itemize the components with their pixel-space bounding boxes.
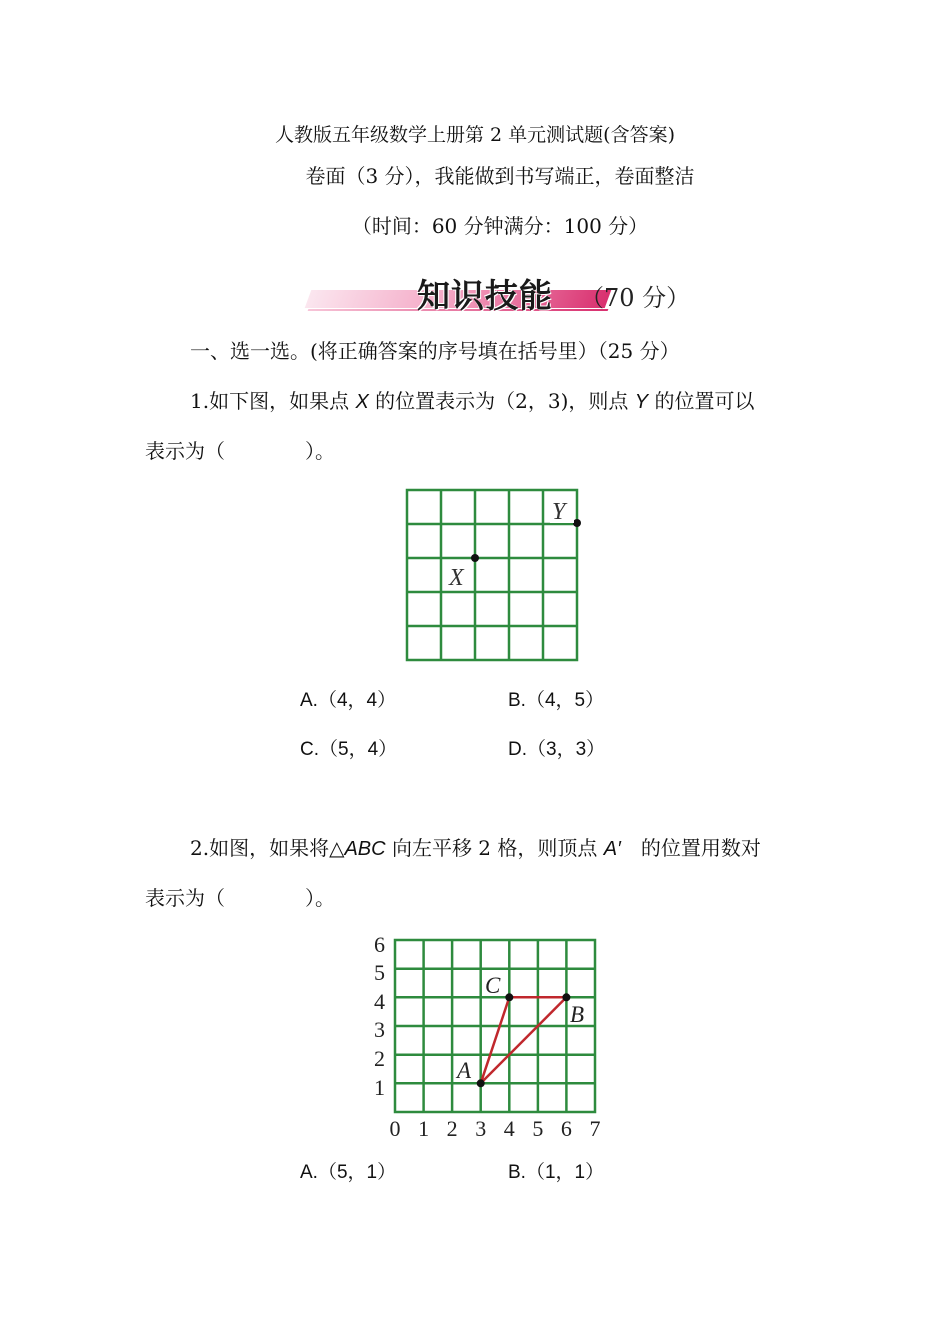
q1-suffix: 的位置可以 [648, 389, 755, 413]
section-heading: 一、选一选。(将正确答案的序号填在括号里）（25 分） [190, 339, 680, 363]
q1-prefix: 1.如下图，如果点 [190, 389, 356, 413]
q2-x-axis-labels [390, 1116, 601, 1141]
q2-suffix: 的位置用数对 [620, 836, 761, 860]
q1-point-y: Y [634, 391, 649, 413]
q2-option-a: A.（5，1） [300, 1162, 397, 1183]
q1-point-x: X [355, 391, 369, 413]
q2-mid: 向左平移 2 格，则顶点 [385, 836, 604, 860]
q2-y-axis-labels [374, 932, 385, 1100]
y-tick-label: 5 [374, 960, 385, 985]
y-tick-label: 6 [374, 932, 385, 957]
q2-triangle: ABC [344, 838, 386, 860]
q1-grid-figure [400, 483, 585, 668]
label-y: Y [552, 499, 566, 525]
q2-vertex: A′ [603, 838, 621, 860]
triangle-abc [481, 997, 567, 1083]
banner-score: （70 分） [580, 284, 691, 312]
question-1-answer-blank: 表示为（ ）。 [145, 439, 335, 463]
q2-prefix: 2.如图，如果将△ [190, 836, 345, 860]
question-2-answer-blank: 表示为（ ）。 [145, 886, 335, 910]
x-tick-label: 7 [589, 1116, 601, 1141]
y-tick-label: 2 [374, 1046, 385, 1071]
x-tick-label: 2 [446, 1116, 458, 1141]
point-y-marker [573, 519, 581, 527]
question-2-text [190, 832, 761, 861]
label-x: X [449, 565, 464, 591]
banner-title: 知识技能 [417, 276, 553, 315]
q2-coordinate-figure [370, 930, 610, 1145]
q2-grid-lines [395, 940, 595, 1112]
q1-option-d: D.（3，3） [508, 739, 606, 760]
y-tick-label: 1 [374, 1075, 385, 1100]
section-banner [300, 270, 690, 318]
y-tick-label: 3 [374, 1017, 385, 1042]
label-c: C [485, 973, 501, 998]
x-tick-label: 1 [418, 1116, 430, 1141]
label-b: B [570, 1002, 585, 1027]
label-a: A [457, 1058, 472, 1083]
question-1-text [190, 385, 754, 414]
x-tick-label: 3 [475, 1116, 487, 1141]
vertex-a-marker [477, 1079, 485, 1087]
q1-option-a: A.（4，4） [300, 690, 397, 711]
x-tick-label: 0 [389, 1116, 401, 1141]
q2-option-b: B.（1，1） [508, 1162, 605, 1183]
document-title: 人教版五年级数学上册第 2 单元测试题(含答案) [275, 124, 675, 146]
vertex-c-marker [505, 993, 513, 1001]
q1-option-b: B.（4，5） [508, 690, 605, 711]
q1-option-c: C.（5，4） [300, 739, 398, 760]
q1-mid: 的位置表示为（2，3)，则点 [368, 389, 635, 413]
time-score-note: （时间：60 分钟满分：100 分） [351, 214, 649, 238]
vertex-b-marker [562, 993, 570, 1001]
x-tick-label: 5 [532, 1116, 544, 1141]
point-x-marker [471, 554, 479, 562]
x-tick-label: 6 [560, 1116, 572, 1141]
y-tick-label: 4 [374, 989, 385, 1014]
neatness-note: 卷面（3 分），我能做到书写端正，卷面整洁 [305, 164, 695, 188]
x-tick-label: 4 [503, 1116, 515, 1141]
